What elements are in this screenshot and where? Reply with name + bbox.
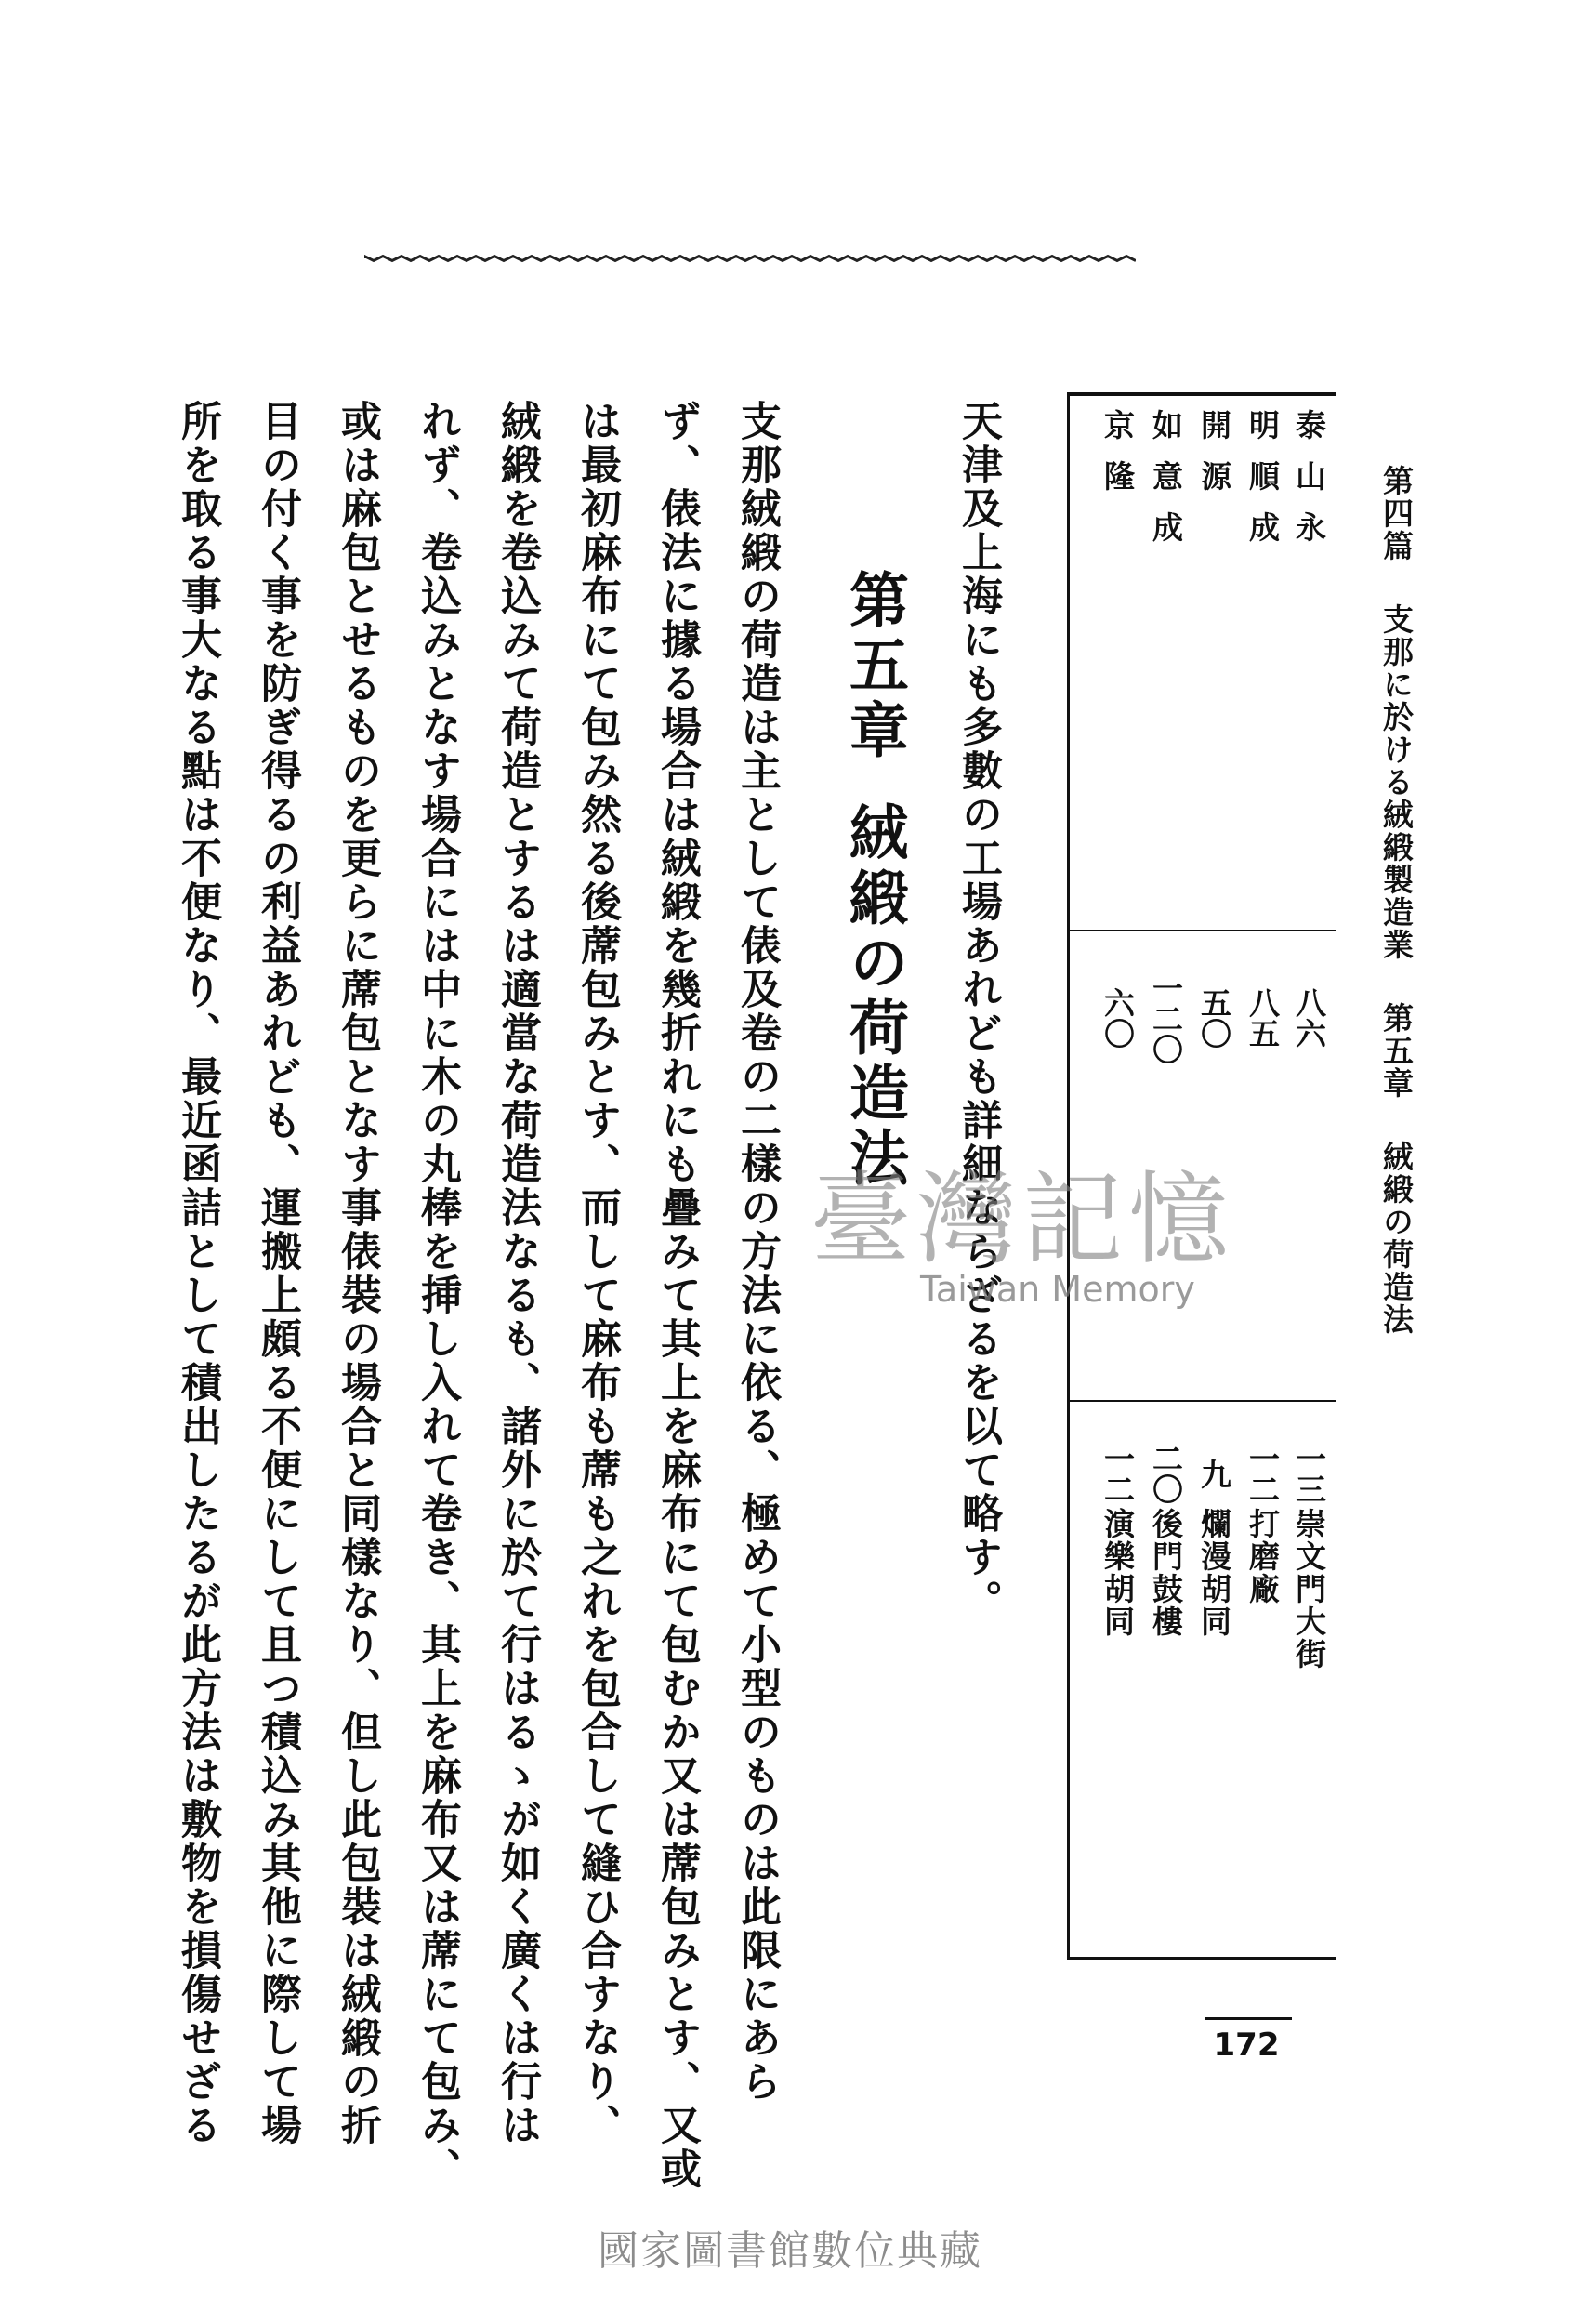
factory-address: 後門鼓樓 [1148, 1508, 1184, 1638]
body-line: 支那絨緞の荷造は主として俵及卷の二樣の方法に依る、極めて小型のものは此限にあら [733, 400, 781, 2104]
running-header [1374, 465, 1418, 1336]
watermark-cjk: 臺灣記憶 [810, 1162, 1234, 1278]
running-header-chapter: 第五章 [1378, 1002, 1415, 1100]
factory-address-number: 一二 [1244, 1443, 1281, 1504]
chapter-heading [840, 569, 907, 1201]
running-header-chapter-title: 絨緞の荷造法 [1378, 1141, 1415, 1336]
body-line: 或は麻包とせるものを更らに蓆包となす事俵裝の場合と同樣なり、但し此包裝は絨緞の折 [334, 400, 381, 2147]
factory-address: 打磨廠 [1244, 1508, 1281, 1605]
table-rule-2 [1070, 1400, 1336, 1402]
footer-credit: 國家圖書館數位典藏 [598, 2227, 982, 2275]
factory-count: 八五 [1244, 987, 1281, 1049]
factory-address-number: 九 [1196, 1458, 1232, 1489]
factory-count: 五〇 [1196, 987, 1232, 1049]
page-number-rule [1205, 2017, 1292, 2020]
factory-address: 崇文門大街 [1291, 1508, 1327, 1670]
factory-address-number: 一三 [1291, 1443, 1327, 1504]
factory-address: 爛漫胡同 [1196, 1508, 1232, 1638]
body-line: れず、卷込みとなす場合には中に木の丸棒を挿し入れて卷き、其上を麻布又は蓆にて包み、 [414, 400, 461, 2191]
note-text: 天津及上海にも多數の工場あれども詳細ならざるを以て略す。 [955, 400, 1002, 1623]
page-number: 172 [1213, 2027, 1280, 2064]
table-rule-1 [1070, 930, 1336, 931]
factory-address-number: 一二 [1099, 1443, 1136, 1504]
chapter-number: 第五章 [839, 569, 909, 764]
running-header-part: 第四篇 [1378, 465, 1415, 562]
body-line: は最初麻布にて包み然る後蓆包みとす、而して麻布も蓆も之れを包合して縫ひ合すなり、 [573, 400, 621, 2147]
factory-count: 八六 [1291, 987, 1327, 1049]
factory-name: 如意成 [1148, 409, 1184, 562]
top-wavy-rule [364, 251, 1136, 266]
factory-address: 演樂胡同 [1099, 1508, 1136, 1638]
watermark-en: Taiwan Memory [920, 1269, 1195, 1310]
factory-name: 開源 [1196, 409, 1232, 511]
running-header-title: 支那に於ける絨緞製造業 [1378, 603, 1415, 961]
taiwan-memory-watermark [771, 1139, 1273, 1325]
factory-name: 京隆 [1099, 409, 1136, 511]
factory-address-number: 二〇 [1148, 1443, 1184, 1504]
factory-name: 明順成 [1244, 409, 1281, 562]
factory-count: 六〇 [1099, 987, 1136, 1049]
factory-count: 一二〇 [1148, 971, 1184, 1064]
body-line: 目の付く事を防ぎ得るの利益あれども、運搬上頗る不便にして且つ積込み其他に際して場 [254, 400, 301, 2147]
factory-name: 泰山永 [1291, 409, 1327, 562]
body-line: ず、俵法に據る場合は絨緞を幾折れにも疊みて其上を麻布にて包むか又は蓆包みとす、又或 [653, 400, 701, 2191]
body-line: 所を取る事大なる點は不便なり、最近函詰として積出したるが此方法は敷物を損傷せざる [174, 400, 221, 2147]
body-line: 絨緞を卷込みて荷造とするは適當な荷造法なるも、諸外に於て行はるゝが如く廣くは行は [494, 400, 541, 2147]
chapter-title: 絨緞の荷造法 [839, 801, 909, 1192]
